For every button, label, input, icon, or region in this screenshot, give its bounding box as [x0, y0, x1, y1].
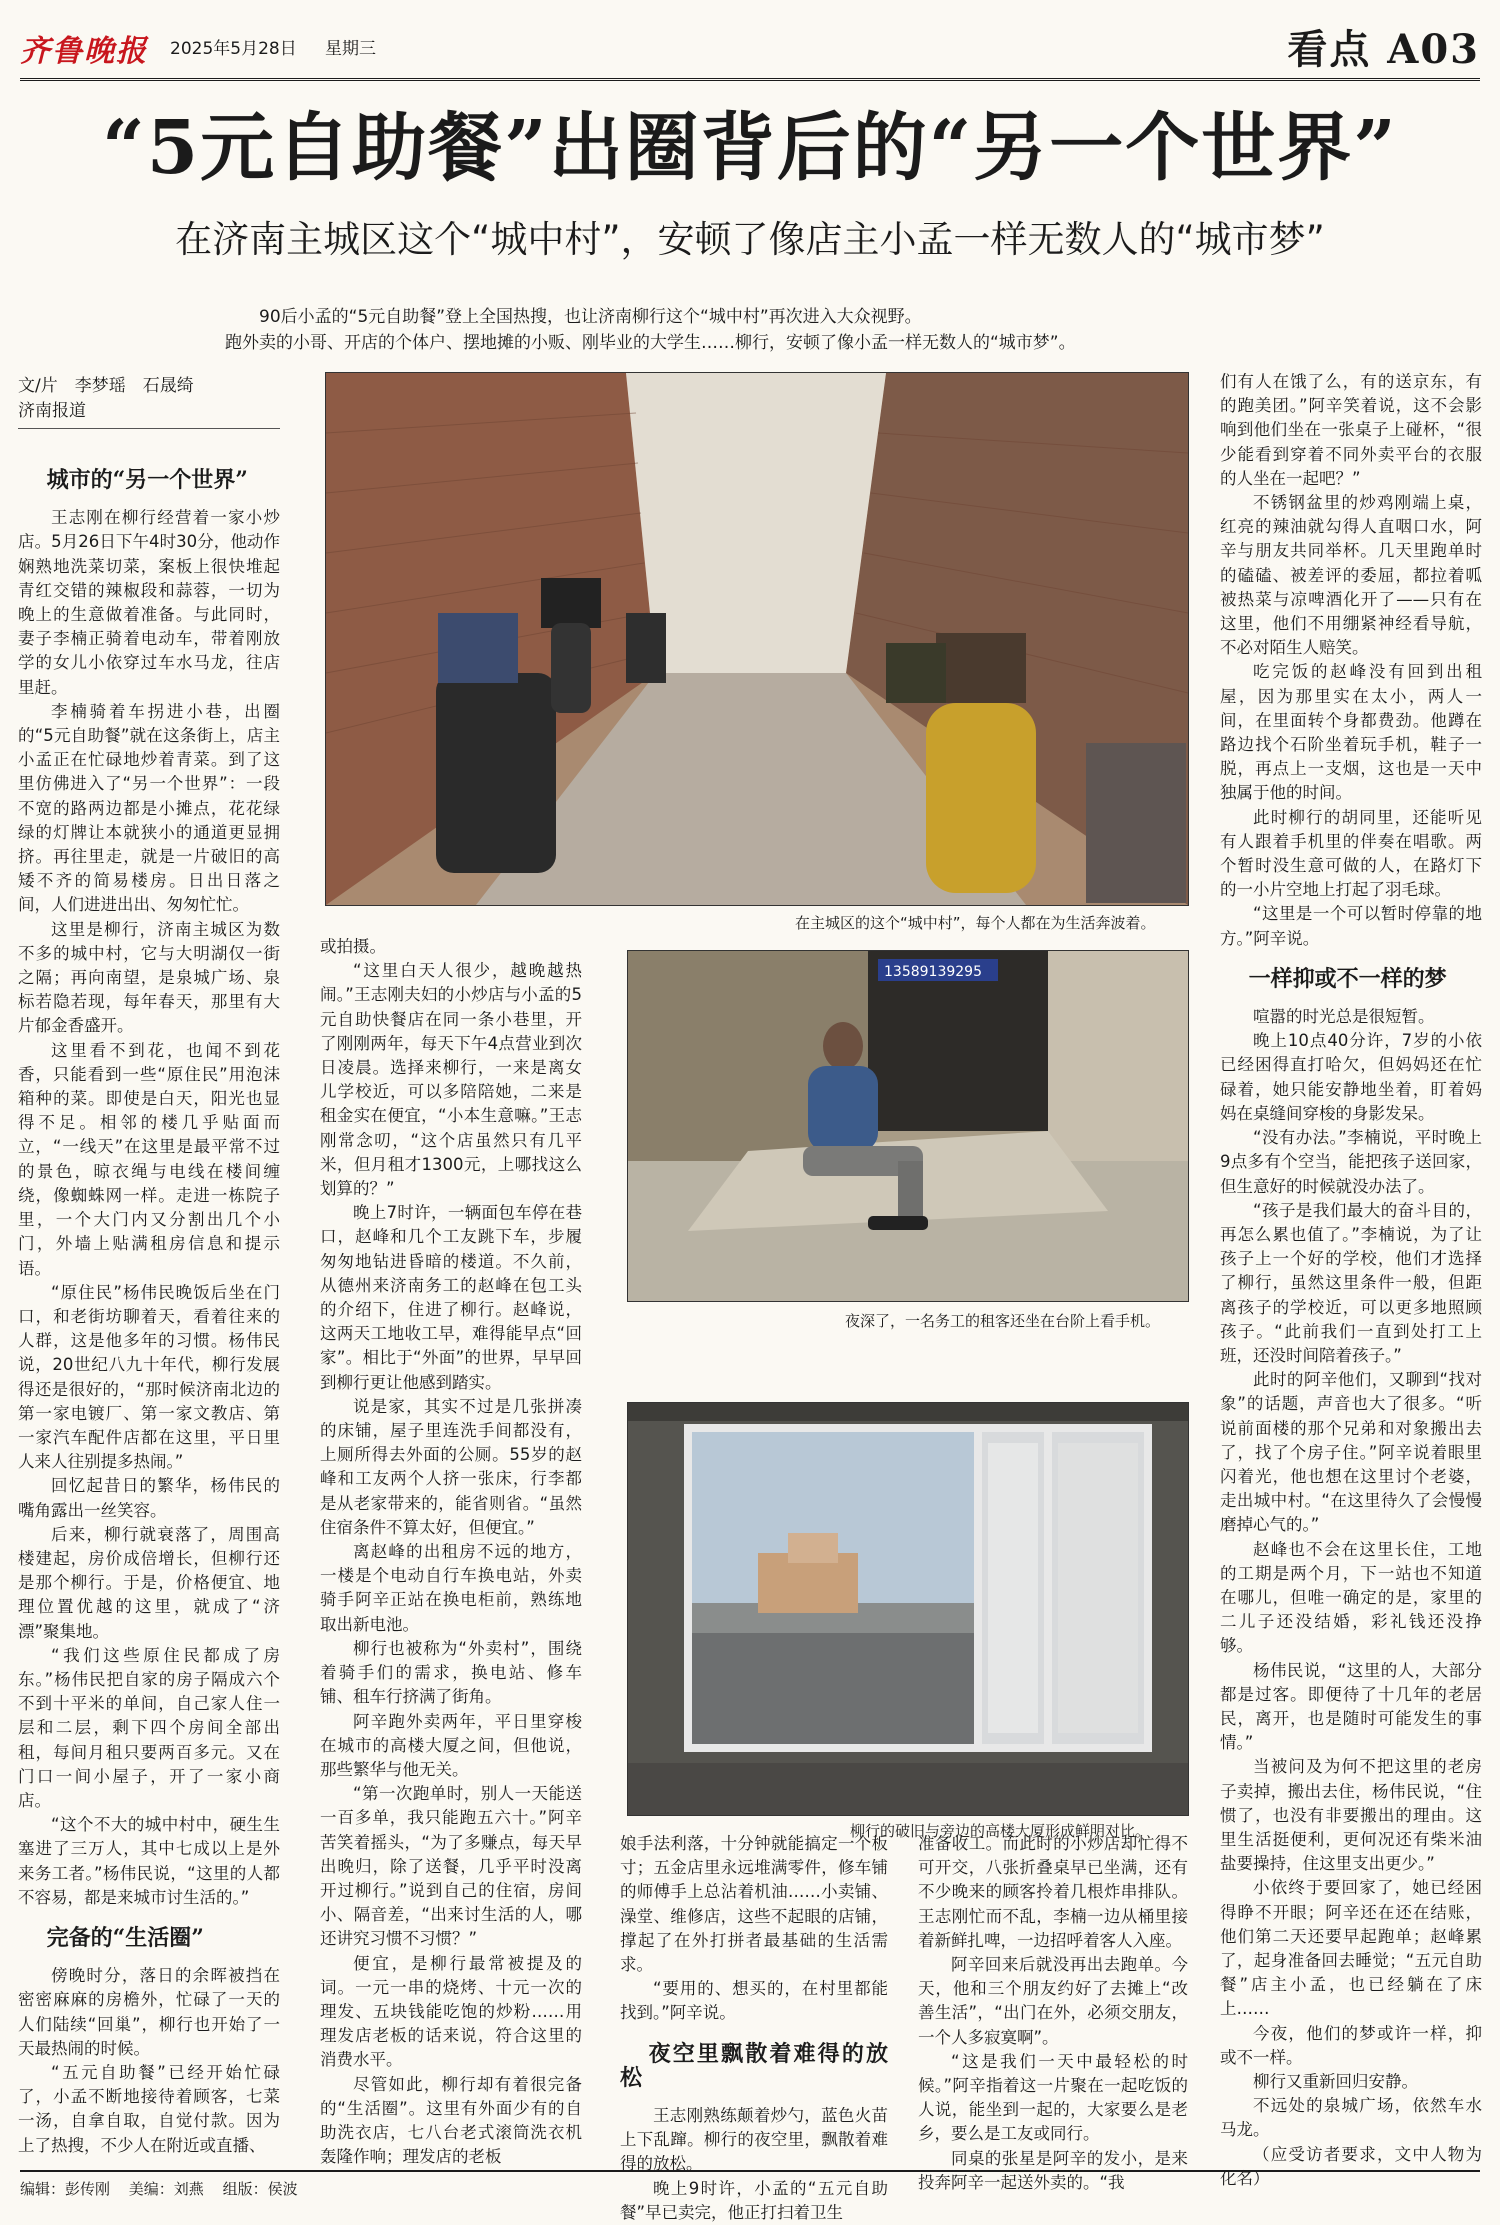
- section-page-label: 看点 A03: [1287, 26, 1480, 73]
- headline: “5元自助餐”出圈背后的“另一个世界”: [102, 105, 1398, 191]
- paragraph: 不远处的泉城广场，依然车水马龙。: [1220, 2096, 1482, 2140]
- paragraph: 小依终于要回家了，她已经困得睁不开眼；阿辛还在还在结账，他们第二天还要早起跑单；赵峰累了，起身准备回去睡觉；“五元自助餐”店主小孟，也已经躺在了床上……: [1220, 1878, 1482, 2019]
- paragraph: 吃完饭的赵峰没有回到出租屋，因为那里实在太小，两人一间，在里面转个身都费劲。他蹲在路边找个石阶坐着玩手机，鞋子一脱，再点上一支烟，这也是一天中独属于他的时间。: [1220, 662, 1482, 803]
- photo-caption: 夜深了，一名务工的租客还坐在台阶上看手机。: [845, 1312, 1161, 1330]
- subheadline: 在济南主城区这个“城中村”，安顿了像店主小孟一样无数人的“城市梦”: [175, 218, 1325, 261]
- section-heading: 城市的“另一个世界”: [46, 467, 248, 493]
- paragraph: 尽管如此，柳行却有着很完备的“生活圈”。这里有外面少有的自助洗衣店，七八台老式滚筒洗衣机轰隆作响；理发店的老板: [320, 2074, 582, 2167]
- paragraph: 或拍摄。: [320, 937, 386, 956]
- byline: [18, 374, 280, 429]
- paragraph: 这里看不到花，也闻不到花香，只能看到一些“原住民”用泡沫箱种的菜。即使是白天，阳光也显得不足。相邻的楼几乎贴面而立，“一线天”在这里是最平常不过的景色，晾衣绳与电线在楼间缠绕，像蜘蛛网一样。走进一栋院子里，一个大门内又分割出几个小门，外墙上贴满租房信息和提示语。: [18, 1040, 280, 1278]
- paragraph: 王志刚在柳行经营着一家小炒店。5月26日下午4时30分，他动作娴熟地洗菜切菜，案板上很快堆起青红交错的辣椒段和蒜蓉，一切为晚上的生意做着准备。与此同时，妻子李楠正骑着电动车，带着刚放学的女儿小依穿过车水马龙，往店里赶。: [18, 508, 280, 697]
- paragraph: 晚上9时许，小孟的“五元自助餐”早已卖完，他正打扫着卫生: [620, 2178, 888, 2222]
- paragraph: 傍晚时分，落日的余晖被挡在密密麻麻的房檐外，忙碌了一天的人们陆续“回巢”，柳行也开始了一天最热闹的时候。: [18, 1966, 280, 2058]
- photo-man-on-steps: [627, 950, 1189, 1302]
- paragraph: “这里是一个可以暂时停靠的地方。”阿辛说。: [1220, 904, 1482, 948]
- photo-window-view: [627, 1402, 1189, 1816]
- paragraph: “孩子是我们最大的奋斗目的，再怎么累也值了。”李楠说，为了让孩子上一个好的学校，他们才选择了柳行，虽然这里条件一般，但距离孩子的学校近，可以更多地照顾孩子。“此前我们一直到处打工上班，还没时间陪着孩子。”: [1220, 1200, 1482, 1365]
- paragraph: “五元自助餐”已经开始忙碌了，小孟不断地接待着顾客，七菜一汤，自拿自取，自觉付款。因为上了热搜，不少人在附近或直播、: [18, 2063, 280, 2155]
- article-column-3: [620, 1832, 888, 2222]
- paragraph: 准备收工。而此时的小炒店却忙得不可开交，八张折叠桌早已坐满，还有不少晚来的顾客拎着几根炸串排队。王志刚忙而不乱，李楠一边从桶里接着新鲜扎啤，一边招呼着客人入座。: [918, 1834, 1188, 1950]
- paragraph: 说是家，其实不过是几张拼凑的床铺，屋子里连洗手间都没有，上厕所得去外面的公厕。55岁的赵峰和工友两个人挤一张床，行李都是从老家带来的，能省则省。“虽然住宿条件不算太好，但便宜。”: [320, 1396, 582, 1537]
- paragraph: 离赵峰的出租房不远的地方，一楼是个电动自行车换电站，外卖骑手阿辛正站在换电柜前，熟练地取出新电池。: [320, 1542, 582, 1634]
- paragraph: 赵峰也不会在这里长住，工地的工期是两个月，下一站也不知道在哪儿，但唯一确定的是，家里的二儿子还没结婚，彩礼钱还没挣够。: [1220, 1539, 1482, 1656]
- paragraph: 们有人在饿了么，有的送京东，有的跑美团。”阿辛笑着说，这不会影响到他们坐在一张桌子上碰杯，“很少能看到穿着不同外卖平台的衣服的人坐在一起吧？”: [1220, 372, 1482, 488]
- paragraph: “原住民”杨伟民晚饭后坐在门口，和老街坊聊着天，看着往来的人群，这是他多年的习惯。杨伟民说，20世纪八九十年代，柳行发展得还是很好的，“那时候济南北边的第一家电镀厂、第一家文教店、第一家汽车配件店都在这里，平日里人来人往别提多热闹。”: [18, 1282, 280, 1472]
- section-heading: 夜空里飘散着难得的放松: [620, 2040, 888, 2091]
- paragraph: 此时柳行的胡同里，还能听见有人跟着手机里的伴奏在唱歌。两个暂时没生意可做的人，在路灯下的一小片空地上打起了羽毛球。: [1220, 807, 1482, 900]
- sign-phone-number: 13589139295: [884, 964, 982, 980]
- section-heading: 一样抑或不一样的梦: [1248, 965, 1447, 992]
- issue-weekday: 星期三: [325, 39, 376, 59]
- paragraph: 晚上10点40分许，7岁的小依已经困得直打哈欠，但妈妈还在忙碌着，她只能安静地坐着，盯着妈妈在桌缝间穿梭的身影发呆。: [1220, 1031, 1482, 1123]
- photo-caption: 柳行的破旧与旁边的高楼大厦形成鲜明对比。: [850, 1822, 1151, 1840]
- paragraph: 喧嚣的时光总是很短暂。: [1253, 1007, 1435, 1027]
- paragraph: 不锈钢盆里的炒鸡刚端上桌，红亮的辣油就勾得人直咽口水，阿辛与朋友共同举杯。几天里跑单时的磕磕、被差评的委屈，都拉着呱被热菜与凉啤酒化开了——只有在这里，他们不用绷紧神经看导航，不必对陌生人赔笑。: [1220, 493, 1482, 658]
- paragraph: （应受访者要求，文中人物为化名）: [1220, 2144, 1482, 2188]
- paragraph: 这里是柳行，济南主城区为数不多的城中村，它与大明湖仅一街之隔；再向南望，是泉城广场、泉标若隐若现，每年春天，那里有大片郁金香盛开。: [18, 919, 280, 1036]
- photo-caption: 在主城区的这个“城中村”，每个人都在为生活奔波着。: [795, 914, 1156, 932]
- paragraph: 便宜，是柳行最常被提及的词。一元一串的烧烤、十元一次的理发、五块钱能吃饱的炒粉……用理发店老板的话来说，符合这里的消费水平。: [320, 1953, 582, 2070]
- paragraph: “没有办法。”李楠说，平时晚上9点多有个空当，能把孩子送回家，但生意好的时候就没办法了。: [1220, 1128, 1482, 1196]
- byline-location: 济南报道: [18, 401, 86, 421]
- article-column-5: [1220, 370, 1482, 2188]
- paragraph: 后来，柳行就衰落了，周围高楼建起，房价成倍增长，但柳行还是那个柳行。于是，价格便宜、地理位置优越的这里，就成了“济漂”聚集地。: [18, 1524, 280, 1641]
- paragraph: “这个不大的城中村中，硬生生塞进了三万人，其中七成以上是外来务工者。”杨伟民说，“这里的人都不容易，都是来城市讨生活的。”: [18, 1815, 280, 1907]
- footer-designer: 美编：刘燕: [128, 2180, 204, 2198]
- issue-date: 2025年5月28日: [170, 39, 297, 59]
- lead-paragraph: [225, 304, 1205, 356]
- paragraph: 此时的阿辛他们，又聊到“找对象”的话题，声音也大了很多。“听说前面楼的那个兄弟和对象搬出去了，找了个房子住。”阿辛说着眼里闪着光，他也想在这里讨个老婆，走出城中村。“在这里待久了会慢慢磨掉心气的。”: [1220, 1370, 1482, 1535]
- paragraph: “我们这些原住民都成了房东。”杨伟民把自家的房子隔成六个不到十平米的单间，自己家人住一层和二层，剩下四个房间全部出租，每间月租只要两百多元。又在门口一间小屋子，开了一家小商店。: [18, 1645, 280, 1810]
- paragraph: 当被问及为何不把这里的老房子卖掉，搬出去住，杨伟民说，“住惯了，也没有非要搬出的理由。这里生活挺便利，更何况还有柴米油盐要操持，住这里支出更少。”: [1220, 1757, 1482, 1874]
- paragraph: 阿辛跑外卖两年，平日里穿梭在城市的高楼大厦之间，但他说，那些繁华与他无关。: [320, 1711, 582, 1779]
- footer-proof: 组版：侯波: [222, 2180, 298, 2198]
- paragraph: “第一次跑单时，别人一天能送一百多单，我只能跑五六十。”阿辛苦笑着摇头，“为了多赚点，每天早出晚归，除了送餐，几乎平时没离开过柳行。”说到自己的住宿，房间小、隔音差，“出来讨生活的人，哪还讲究习惯不习惯？”: [320, 1784, 582, 1949]
- paragraph: 娘手法利落，十分钟就能搞定一个板寸；五金店里永远堆满零件，修车铺的师傅手上总沾着机油……小卖铺、澡堂、维修店，这些不起眼的店铺，撑起了在外打拼者最基础的生活需求。: [620, 1834, 888, 1975]
- paragraph: 回忆起昔日的繁华，杨伟民的嘴角露出一丝笑容。: [18, 1476, 280, 1520]
- page-footer: [20, 2170, 1480, 2199]
- page-header: [20, 14, 1480, 81]
- paragraph: 杨伟民说，“这里的人，大部分都是过客。即便待了十几年的老居民，离开，也是随时可能发生的事情。”: [1220, 1660, 1482, 1753]
- paragraph: 同桌的张星是阿辛的发小，是来投奔阿辛一起送外卖的。“我: [918, 2148, 1188, 2192]
- paragraph: “这是我们一天中最轻松的时候。”阿辛指着这一片聚在一起吃饭的人说，能坐到一起的，大家要么是老乡，要么是工友或同行。: [918, 2051, 1188, 2144]
- paragraph: 李楠骑着车拐进小巷，出圈的“5元自助餐”就在这条街上，店主小孟正在忙碌地炒着青菜。到了这里仿佛进入了“另一个世界”：一段不宽的路两边都是小摊点，花花绿绿的灯牌让本就狭小的通道更显拥挤。再往里走，就是一片破旧的高矮不齐的简易楼房。日出日落之间，人们进进出出、匆匆忙忙。: [18, 701, 280, 915]
- photo-alley-scooters: [325, 372, 1189, 906]
- article-column-1: [18, 452, 280, 2155]
- article-column-4: [918, 1832, 1188, 2192]
- lead-line: 跑外卖的小哥、开店的个体户、摆地摊的小贩、刚毕业的大学生……柳行，安顿了像小孟一样无数人的“城市梦”。: [225, 333, 1076, 353]
- paragraph: 阿辛回来后就没再出去跑单。今天，他和三个朋友约好了去摊上“改善生活”，“出门在外，必须交朋友，一个人多寂寞啊”。: [918, 1955, 1188, 2047]
- article-column-2: [320, 935, 582, 2167]
- masthead-logo: 齐鲁晚报: [20, 34, 148, 69]
- paragraph: “要用的、想买的，在村里都能找到。”阿辛说。: [620, 1979, 888, 2023]
- paragraph: 柳行也被称为“外卖村”，围绕着骑手们的需求，换电站、修车铺、租车行挤满了街角。: [320, 1638, 582, 1707]
- paragraph: 晚上7时许，一辆面包车停在巷口，赵峰和几个工友跳下车，步履匆匆地钻进昏暗的楼道。不久前，从德州来济南务工的赵峰在包工头的介绍下，住进了柳行。赵峰说，这两天工地收工早，难得能早点“回家”。相比于“外面”的世界，早早回到柳行更让他感到踏实。: [320, 1203, 582, 1392]
- footer-editor: 编辑：彭传刚: [20, 2180, 111, 2198]
- lead-line: 90后小孟的“5元自助餐”登上全国热搜，也让济南柳行这个“城中村”再次进入大众视野。: [259, 307, 922, 327]
- byline-authors: 文/片 李梦瑶 石晟绮: [18, 376, 194, 396]
- section-heading: 完备的“生活圈”: [46, 1924, 204, 1951]
- paragraph: 王志刚熟练颠着炒勺，蓝色火苗上下乱蹿。柳行的夜空里，飘散着难得的放松。: [620, 2106, 888, 2174]
- paragraph: “这里白天人很少，越晚越热闹。”王志刚夫妇的小炒店与小孟的5元自助快餐店在同一条小巷里，开了刚刚两年，每天下午4点营业到次日凌晨。选择来柳行，一来是离女儿学校近，可以多陪陪她，二来是租金实在便宜，“小本生意嘛。”王志刚常念叨，“这个店虽然只有几平米，但月租才1300元，上哪找这么划算的？”: [320, 961, 582, 1199]
- paragraph: 今夜，他们的梦或许一样，抑或不一样。: [1220, 2023, 1482, 2067]
- paragraph: 柳行又重新回归安静。: [1253, 2072, 1418, 2092]
